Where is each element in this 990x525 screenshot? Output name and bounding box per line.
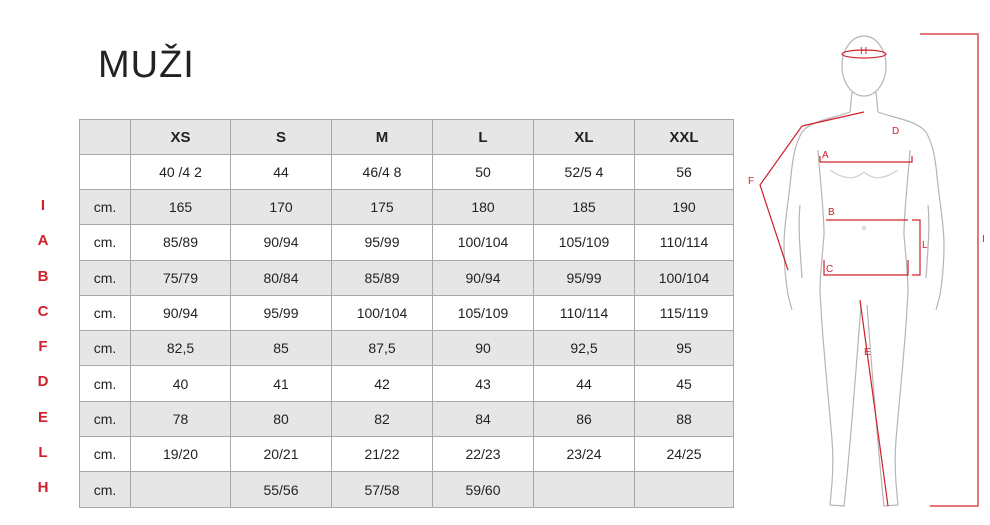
table-cell: 185 bbox=[534, 190, 635, 225]
table-cell: 40 /4 2 bbox=[131, 155, 231, 190]
table-cell: 55/56 bbox=[231, 472, 332, 507]
table-cell: 84 bbox=[433, 401, 534, 436]
table-cell: 23/24 bbox=[534, 437, 635, 472]
table-cell: 88 bbox=[635, 401, 734, 436]
measurement-label: D bbox=[37, 373, 49, 391]
unit-cell: cm. bbox=[80, 295, 131, 330]
table-cell: 92,5 bbox=[534, 331, 635, 366]
column-header: XXL bbox=[635, 120, 734, 155]
table-cell: 190 bbox=[635, 190, 734, 225]
measurement-labels bbox=[30, 188, 56, 506]
table-row bbox=[80, 401, 734, 436]
unit-cell: cm. bbox=[80, 401, 131, 436]
table-cell: 44 bbox=[231, 155, 332, 190]
figure-label-e: E bbox=[864, 347, 871, 358]
column-header: M bbox=[332, 120, 433, 155]
table-cell: 175 bbox=[332, 190, 433, 225]
table-cell: 22/23 bbox=[433, 437, 534, 472]
table-row bbox=[80, 331, 734, 366]
page-title: MUŽI bbox=[98, 44, 195, 86]
column-header: XL bbox=[534, 120, 635, 155]
figure-label-l: L bbox=[922, 240, 928, 251]
table-cell: 165 bbox=[131, 190, 231, 225]
table-row bbox=[80, 155, 734, 190]
figure-label-f: F bbox=[748, 176, 755, 187]
measurement-lines bbox=[760, 34, 978, 506]
column-header: L bbox=[433, 120, 534, 155]
figure-labels bbox=[748, 46, 985, 358]
table-cell: 56 bbox=[635, 155, 734, 190]
figure-label-c: C bbox=[826, 264, 834, 275]
table-cell: 90/94 bbox=[433, 260, 534, 295]
table-cell: 90/94 bbox=[131, 295, 231, 330]
table-cell: 95/99 bbox=[332, 225, 433, 260]
table-row bbox=[80, 295, 734, 330]
table-cell: 100/104 bbox=[635, 260, 734, 295]
table-row bbox=[80, 225, 734, 260]
table-row bbox=[80, 366, 734, 401]
table-cell: 78 bbox=[131, 401, 231, 436]
table-cell: 46/4 8 bbox=[332, 155, 433, 190]
table-cell: 105/109 bbox=[534, 225, 635, 260]
table-cell: 82,5 bbox=[131, 331, 231, 366]
unit-cell: cm. bbox=[80, 366, 131, 401]
table-row bbox=[80, 190, 734, 225]
table-cell bbox=[534, 472, 635, 507]
table-cell: 52/5 4 bbox=[534, 155, 635, 190]
table-cell: 115/119 bbox=[635, 295, 734, 330]
table-cell: 85 bbox=[231, 331, 332, 366]
unit-cell: cm. bbox=[80, 472, 131, 507]
table-cell: 95/99 bbox=[231, 295, 332, 330]
table-cell: 40 bbox=[131, 366, 231, 401]
table-cell: 59/60 bbox=[433, 472, 534, 507]
figure-label-i: I bbox=[982, 234, 985, 245]
size-table bbox=[79, 119, 734, 508]
table-cell: 100/104 bbox=[332, 295, 433, 330]
table-cell: 110/114 bbox=[534, 295, 635, 330]
table-cell: 80/84 bbox=[231, 260, 332, 295]
table-cell: 82 bbox=[332, 401, 433, 436]
table-row bbox=[80, 472, 734, 507]
column-header: S bbox=[231, 120, 332, 155]
table-cell: 80 bbox=[231, 401, 332, 436]
measurement-label: A bbox=[37, 232, 49, 250]
table-cell: 44 bbox=[534, 366, 635, 401]
table-cell bbox=[80, 155, 131, 190]
measurement-label: E bbox=[37, 408, 48, 426]
body-measurement-figure bbox=[740, 20, 990, 525]
table-cell: 19/20 bbox=[131, 437, 231, 472]
table-cell: 86 bbox=[534, 401, 635, 436]
measurement-label: B bbox=[37, 267, 49, 285]
unit-cell: cm. bbox=[80, 331, 131, 366]
table-cell: 95/99 bbox=[534, 260, 635, 295]
table-cell: 24/25 bbox=[635, 437, 734, 472]
table-cell: 42 bbox=[332, 366, 433, 401]
table-cell: 90/94 bbox=[231, 225, 332, 260]
table-cell bbox=[131, 472, 231, 507]
figure-label-h: H bbox=[860, 46, 868, 57]
table-cell: 85/89 bbox=[131, 225, 231, 260]
table-cell: 45 bbox=[635, 366, 734, 401]
table-cell: 110/114 bbox=[635, 225, 734, 260]
figure-label-a: A bbox=[822, 150, 829, 161]
unit-cell: cm. bbox=[80, 225, 131, 260]
table-cell: 75/79 bbox=[131, 260, 231, 295]
table-cell: 87,5 bbox=[332, 331, 433, 366]
table-header-row bbox=[80, 120, 734, 155]
table-cell: 21/22 bbox=[332, 437, 433, 472]
table-cell: 43 bbox=[433, 366, 534, 401]
table-cell: 57/58 bbox=[332, 472, 433, 507]
table-row bbox=[80, 260, 734, 295]
measurement-label: L bbox=[38, 444, 48, 462]
unit-cell: cm. bbox=[80, 260, 131, 295]
table-cell: 41 bbox=[231, 366, 332, 401]
column-header: XS bbox=[131, 120, 231, 155]
measurement-label: C bbox=[37, 302, 49, 320]
table-cell: 95 bbox=[635, 331, 734, 366]
table-cell: 170 bbox=[231, 190, 332, 225]
table-cell: 100/104 bbox=[433, 225, 534, 260]
table-cell bbox=[635, 472, 734, 507]
figure-label-b: B bbox=[828, 207, 835, 218]
figure-label-d: D bbox=[892, 126, 900, 137]
unit-cell: cm. bbox=[80, 437, 131, 472]
measurement-label: H bbox=[37, 479, 49, 497]
table-cell: 20/21 bbox=[231, 437, 332, 472]
table-corner-cell bbox=[80, 120, 131, 155]
table-cell: 105/109 bbox=[433, 295, 534, 330]
measurement-label: F bbox=[38, 338, 48, 356]
table-row bbox=[80, 437, 734, 472]
measurement-label: I bbox=[40, 197, 46, 214]
table-cell: 50 bbox=[433, 155, 534, 190]
table-cell: 85/89 bbox=[332, 260, 433, 295]
unit-cell: cm. bbox=[80, 190, 131, 225]
table-cell: 90 bbox=[433, 331, 534, 366]
table-cell: 180 bbox=[433, 190, 534, 225]
